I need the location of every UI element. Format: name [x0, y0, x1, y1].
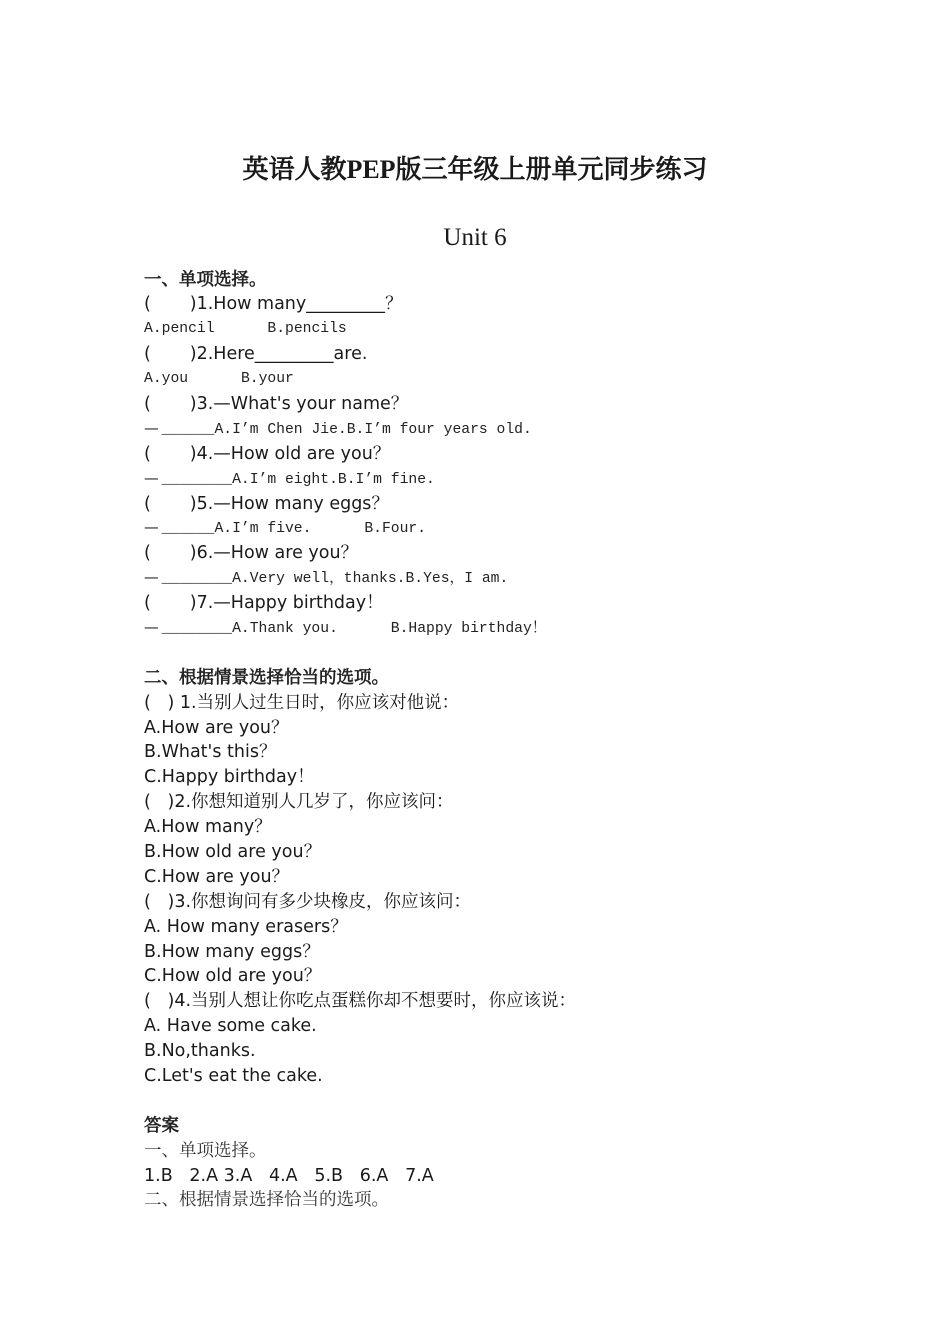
- answer-dash: —: [144, 419, 159, 437]
- options-text: A.I’m Chen Jie.B.I’m four years old.: [214, 421, 532, 438]
- options-line: [144, 417, 924, 442]
- question-line: ( )4.当别人想让你吃点蛋糕你却不想要时，你应该说：: [144, 991, 577, 1012]
- option-line: B.How many eggs？: [144, 941, 320, 962]
- option-line: C.Happy birthday！: [144, 767, 315, 788]
- answers-section2-label: 二、根据情景选择恰当的选项。: [144, 1190, 389, 1211]
- options-line: [144, 516, 924, 541]
- options-line: A.pencil B.pencils: [144, 321, 347, 338]
- answer-blank: ______: [161, 421, 215, 438]
- question-line: ( )2.Here_________are.: [144, 344, 368, 365]
- answer-dash: —: [144, 569, 159, 587]
- section-single-choice: [144, 268, 924, 641]
- options-text: A.Very well，thanks.B.Yes，I am.: [232, 571, 509, 588]
- page-title: 英语人教PEP版三年级上册单元同步练习: [242, 155, 708, 184]
- answer-blank: ________: [161, 571, 233, 588]
- question-line: ( )4.—How old are you？: [144, 443, 391, 464]
- worksheet-content: [144, 268, 924, 1214]
- option-line: B.What's this？: [144, 742, 277, 763]
- options-line: [144, 467, 924, 492]
- options-text: A.I’m eight.B.I’m fine.: [232, 471, 435, 488]
- options-line: [144, 566, 924, 591]
- unit-title: Unit 6: [443, 224, 507, 251]
- question-line: ( )3.—What's your name？: [144, 393, 409, 414]
- option-line: C.How old are you？: [144, 966, 322, 987]
- section-heading: 二、根据情景选择恰当的选项。: [144, 667, 389, 688]
- option-line: C.Let's eat the cake.: [144, 1066, 323, 1086]
- question-line: ( ) 1.当别人过生日时，你应该对他说：: [144, 692, 460, 713]
- question-line: ( )6.—How are you？: [144, 543, 359, 564]
- question-line: ( )5.—How many eggs？: [144, 493, 389, 514]
- question-line: ( )1.How many_________？: [144, 294, 403, 315]
- answer-dash: —: [144, 469, 159, 487]
- option-line: A.How many？: [144, 817, 272, 838]
- section-heading: 一、单项选择。: [144, 269, 267, 290]
- options-line: [144, 616, 924, 641]
- answer-blank: ______: [161, 521, 215, 538]
- question-line: ( )3.你想询问有多少块橡皮，你应该问：: [144, 891, 472, 912]
- answer-dash: —: [144, 618, 159, 636]
- options-line: A.you B.your: [144, 371, 294, 388]
- option-line: B.How old are you？: [144, 841, 322, 862]
- options-text: A.I’m five. B.Four.: [214, 521, 427, 538]
- question-line: ( )7.—Happy birthday！: [144, 593, 384, 614]
- section-situational-choice: [144, 666, 924, 1089]
- option-line: A. How many erasers？: [144, 916, 348, 937]
- answers-section: [144, 1114, 924, 1214]
- answer-blank: ________: [161, 471, 233, 488]
- answers-section1-label: 一、单项选择。: [144, 1140, 267, 1161]
- answer-dash: —: [144, 519, 159, 537]
- option-line: C.How are you？: [144, 866, 290, 887]
- options-text: A.Thank you. B.Happy birthday！: [232, 620, 547, 637]
- answers-section1-values: 1.B 2.A 3.A 4.A 5.B 6.A 7.A: [144, 1165, 434, 1186]
- answer-blank: ________: [161, 620, 233, 637]
- answers-heading: 答案: [144, 1115, 179, 1136]
- option-line: A. Have some cake.: [144, 1016, 317, 1037]
- option-line: B.No,thanks.: [144, 1041, 256, 1062]
- option-line: A.How are you？: [144, 717, 289, 738]
- question-line: ( )2.你想知道别人几岁了，你应该问：: [144, 792, 454, 813]
